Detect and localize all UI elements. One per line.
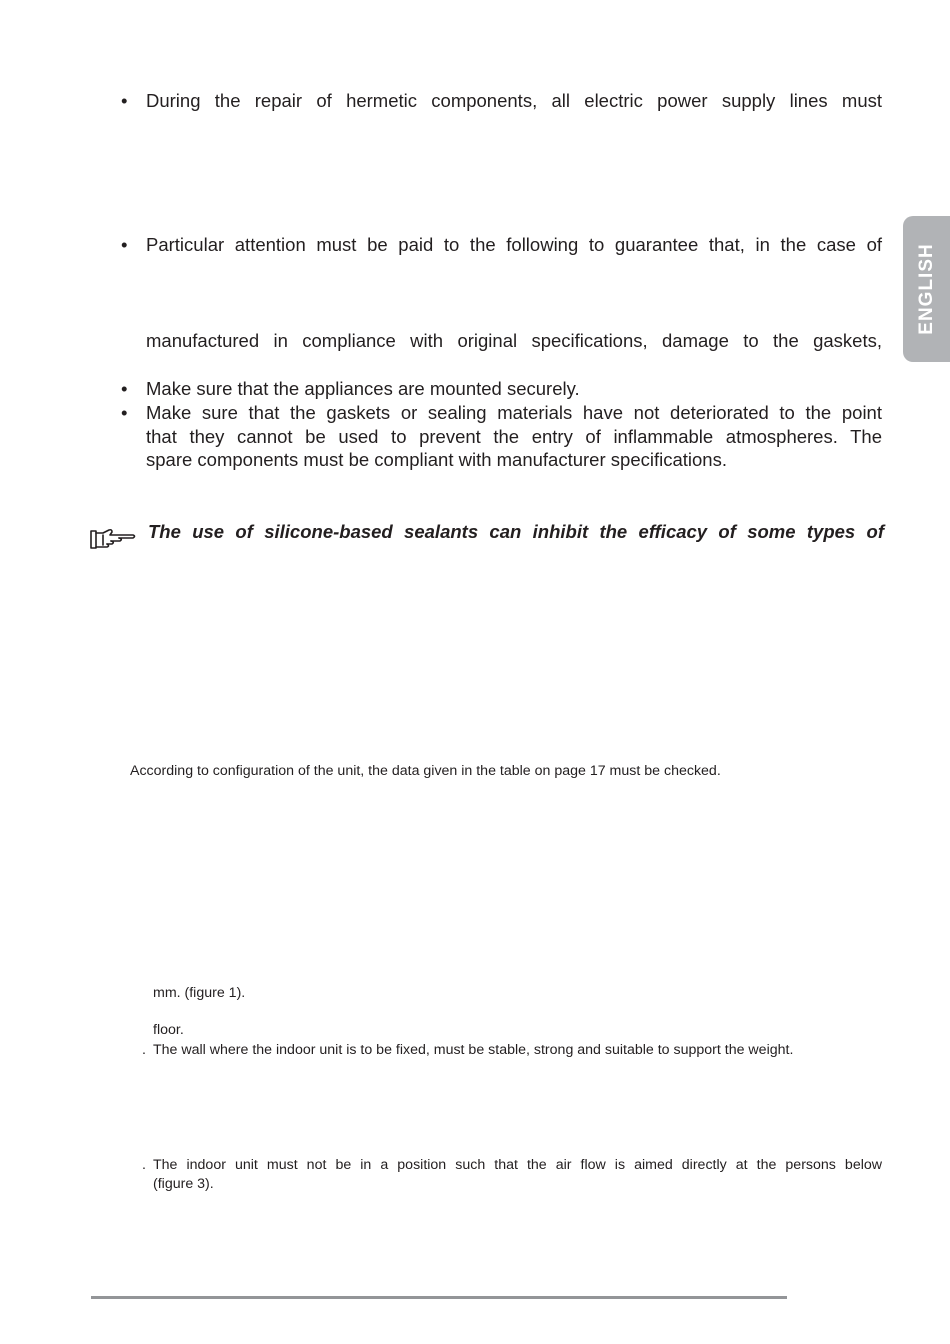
pointing-hand-icon	[89, 527, 137, 551]
language-tab	[903, 216, 950, 362]
installation-text-airflow-line-2: (figure 3).	[153, 1176, 214, 1192]
bullet-marker: •	[121, 378, 128, 399]
bullet-text-gaskets-line-1: Make sure that the gaskets or sealing materials have not deteriorated to the point	[146, 402, 882, 423]
bullet-text-attention-line-2: manufactured in compliance with original specifications, damage to the gaskets,	[146, 330, 882, 351]
bullet-text-gaskets-line-3: spare components must be compliant with manufacturer specifications.	[146, 449, 727, 470]
language-tab-label: ENGLISH	[915, 243, 937, 335]
footer-divider	[91, 1296, 787, 1299]
note-text: The use of silicone-based sealants can inhibit the efficacy of some types of	[148, 521, 884, 542]
bullet-text-mounted: Make sure that the appliances are mounted securely.	[146, 378, 580, 399]
bullet-marker: •	[121, 402, 128, 423]
list-marker: .	[142, 1157, 146, 1173]
installation-text-airflow-line-1: The indoor unit must not be in a position such that the air flow is aimed directly at the persons below	[153, 1157, 882, 1173]
bullet-text-attention-line-1: Particular attention must be paid to the following to guarantee that, in the case of	[146, 234, 882, 255]
bullet-text-repair: During the repair of hermetic components, all electric power supply lines must	[146, 90, 882, 111]
installation-text-wall: The wall where the indoor unit is to be fixed, must be stable, strong and suitable to support the weight.	[153, 1042, 794, 1058]
bullet-text-gaskets-line-2: that they cannot be used to prevent the entry of inflammable atmospheres. The	[146, 426, 882, 447]
bullet-marker: •	[121, 90, 128, 111]
installation-text-floor: floor.	[153, 1022, 184, 1038]
installation-text-figure-1: mm. (figure 1).	[153, 985, 246, 1001]
configuration-text: According to configuration of the unit, the data given in the table on page 17 must be checked.	[130, 763, 721, 779]
list-marker: .	[142, 1042, 146, 1058]
bullet-marker: •	[121, 234, 128, 255]
